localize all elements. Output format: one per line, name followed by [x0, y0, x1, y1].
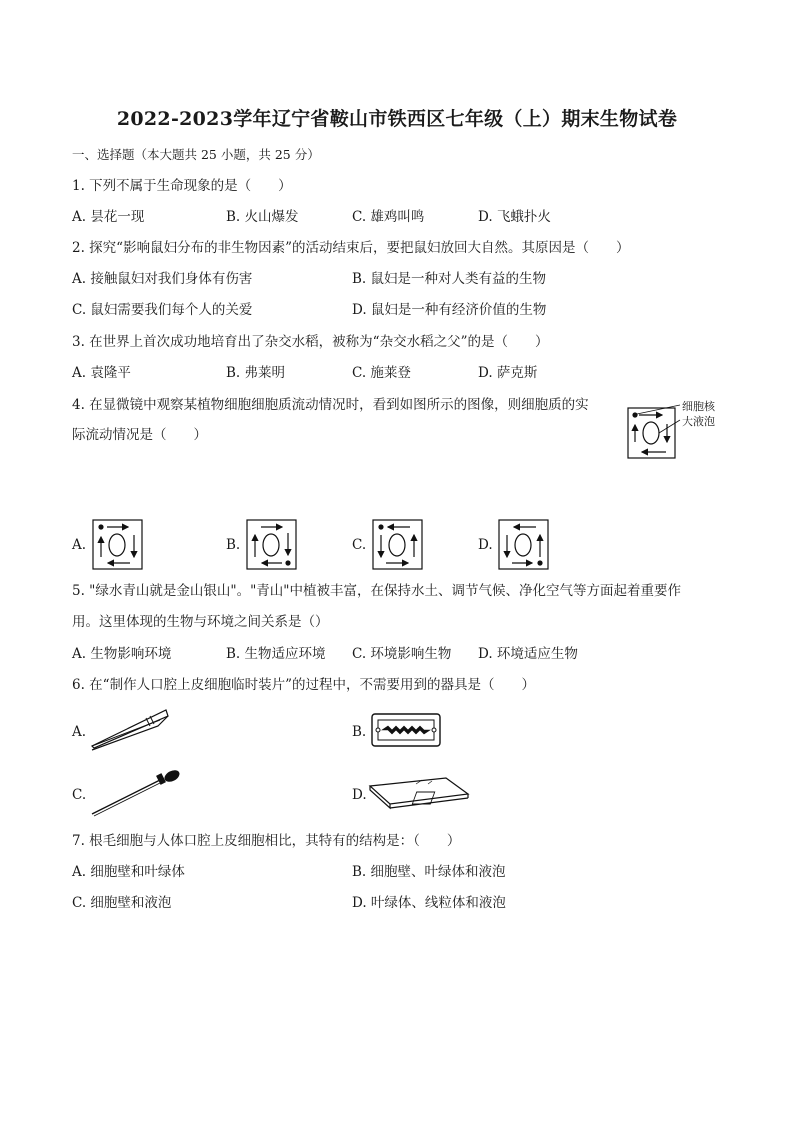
label-nucleus: 细胞核 — [682, 400, 715, 413]
q3-option-b: B. 弗莱明 — [226, 365, 286, 381]
q4-option-a-diagram — [92, 519, 144, 575]
q5-option-a: A. 生物影响环境 — [72, 646, 172, 662]
q2-option-b: B. 鼠妇是一种对人类有益的生物 — [352, 271, 547, 287]
q2-option-a: A. 接触鼠妇对我们身体有伤害 — [72, 271, 253, 287]
q2-option-d: D. 鼠妇是一种有经济价值的生物 — [352, 302, 547, 318]
q7-option-c: C. 细胞壁和液泡 — [72, 895, 172, 911]
q4-option-a: A. — [72, 537, 87, 553]
q4-option-b: B. — [226, 537, 241, 553]
q4-option-c-diagram — [372, 519, 424, 575]
glass-slide-icon — [368, 772, 472, 816]
q6-option-d: D. — [352, 787, 367, 803]
tweezers-icon — [88, 704, 172, 758]
q6-option-c: C. — [72, 787, 87, 803]
q1-option-c: C. 雄鸡叫鸣 — [352, 209, 425, 225]
q3-option-c: C. 施莱登 — [352, 365, 411, 381]
label-vacuole: 大液泡 — [682, 415, 715, 428]
question-6-stem: 6. 在“制作人口腔上皮细胞临时装片”的过程中，不需要用到的器具是（ ） — [72, 677, 535, 693]
q7-option-b: B. 细胞壁、叶绿体和液泡 — [352, 864, 506, 880]
dropper-icon — [88, 768, 182, 822]
question-7-stem: 7. 根毛细胞与人体口腔上皮细胞相比，其特有的结构是：（ ） — [72, 833, 461, 849]
q7-option-a: A. 细胞壁和叶绿体 — [72, 864, 185, 880]
q3-option-a: A. 袁隆平 — [72, 365, 131, 381]
q7-option-d: D. 叶绿体、线粒体和液泡 — [352, 895, 506, 911]
q1-option-a: A. 昙花一现 — [72, 209, 145, 225]
question-5-stem-line1: 5. "绿水青山就是金山银山"。"青山"中植被丰富，在保持水土、调节气候、净化空气等方面起着重要作 — [72, 583, 682, 599]
q4-option-d-diagram — [498, 519, 550, 575]
razor-blade-icon — [370, 710, 444, 754]
q6-option-b: B. — [352, 724, 367, 740]
question-4-stem-line1: 4. 在显微镜中观察某植物细胞细胞质流动情况时，看到如图所示的图像，则细胞质的实 — [72, 397, 589, 413]
q4-option-b-diagram — [246, 519, 298, 575]
q5-option-b: B. 生物适应环境 — [226, 646, 326, 662]
q2-option-c: C. 鼠妇需要我们每个人的关爱 — [72, 302, 253, 318]
question-1-stem: 1. 下列不属于生命现象的是（ ） — [72, 178, 292, 194]
q4-reference-figure — [626, 400, 726, 462]
question-2-stem: 2. 探究“影响鼠妇分布的非生物因素”的活动结束后，要把鼠妇放回大自然。其原因是（ ） — [72, 240, 630, 256]
section-heading: 一、选择题（本大题共 25 小题，共 25 分） — [72, 147, 320, 162]
q6-option-a: A. — [72, 724, 87, 740]
q3-option-d: D. 萨克斯 — [478, 365, 538, 381]
q1-option-b: B. 火山爆发 — [226, 209, 299, 225]
exam-title: 2022-2023学年辽宁省鞍山市铁西区七年级（上）期末生物试卷 — [116, 108, 678, 130]
q1-option-d: D. 飞蛾扑火 — [478, 209, 551, 225]
q4-option-c: C. — [352, 537, 367, 553]
q5-option-d: D. 环境适应生物 — [478, 646, 578, 662]
question-5-stem-line2: 用。这里体现的生物与环境之间关系是（） — [72, 614, 329, 630]
q4-option-d: D. — [478, 537, 493, 553]
q5-option-c: C. 环境影响生物 — [352, 646, 452, 662]
question-3-stem: 3. 在世界上首次成功地培育出了杂交水稻，被称为“杂交水稻之父”的是（ ） — [72, 334, 549, 350]
question-4-stem-line2: 际流动情况是（ ） — [72, 427, 207, 443]
